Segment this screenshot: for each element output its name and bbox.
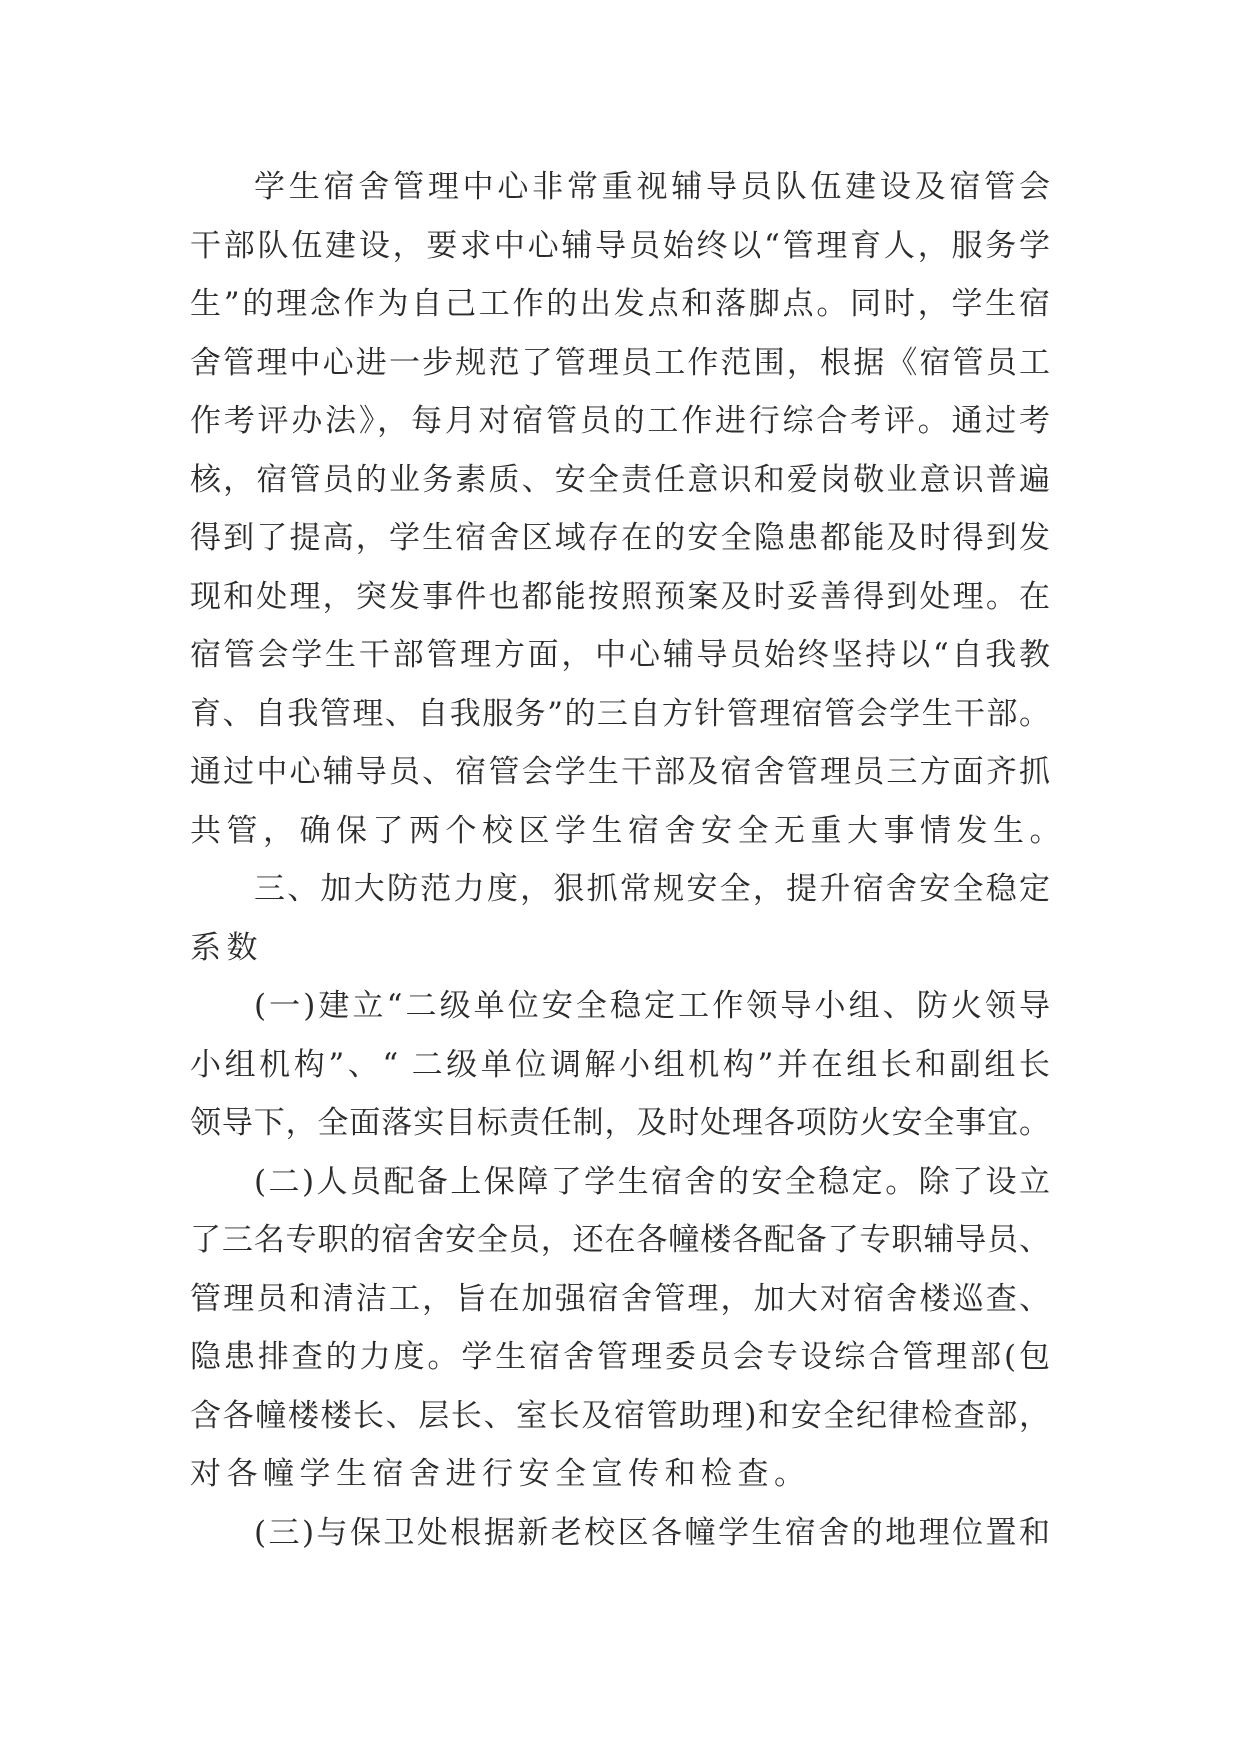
paragraph-line: 了三名专职的宿舍安全员，还在各幢楼各配备了专职辅导员、 xyxy=(190,1222,1050,1258)
section-heading-line: 三、加大防范力度，狠抓常规安全，提升宿舍安全稳定 xyxy=(254,871,1050,907)
paragraph-line: 管理员和清洁工，旨在加强宿舍管理，加大对宿舍楼巡查、 xyxy=(190,1280,1050,1317)
paragraph-line: 含各幢楼楼长、层长、室长及宿管助理)和安全纪律检查部， xyxy=(190,1397,1050,1434)
paragraph-line: 得到了提高，学生宿舍区域存在的安全隐患都能及时得到发 xyxy=(190,520,1050,556)
paragraph-line: 通过中心辅导员、宿管会学生干部及宿舍管理员三方面齐抓 xyxy=(190,754,1050,790)
paragraph-line: 宿管会学生干部管理方面，中心辅导员始终坚持以“自我教 xyxy=(190,637,1050,673)
paragraph-line: 小组机构”、“ 二级单位调解小组机构”并在组长和副组长 xyxy=(190,1046,1050,1083)
section-heading-line: 系数 xyxy=(190,929,263,966)
paragraph-line: 舍管理中心进一步规范了管理员工作范围，根据《宿管员工 xyxy=(190,344,1050,381)
paragraph-line: 共管，确保了两个校区学生宿舍安全无重大事情发生。 xyxy=(190,812,1066,849)
paragraph-line: 领导下，全面落实目标责任制，及时处理各项防火安全事宜。 xyxy=(190,1105,1050,1141)
paragraph-line: 核，宿管员的业务素质、安全责任意识和爱岗敬业意识普遍 xyxy=(190,461,1050,498)
paragraph-line: 现和处理，突发事件也都能按照预案及时妥善得到处理。在 xyxy=(190,578,1050,615)
paragraph-line: 作考评办法》，每月对宿管员的工作进行综合考评。通过考 xyxy=(190,403,1050,439)
paragraph-line: (二)人员配备上保障了学生宿舍的安全稳定。除了设立 xyxy=(254,1163,1050,1200)
paragraph-line: 隐患排查的力度。学生宿舍管理委员会专设综合管理部(包 xyxy=(190,1339,1050,1375)
paragraph-line: 学生宿舍管理中心非常重视辅导员队伍建设及宿管会 xyxy=(254,169,1050,205)
paragraph-line: (三)与保卫处根据新老校区各幢学生宿舍的地理位置和 xyxy=(254,1514,1050,1551)
paragraph-line: 干部队伍建设，要求中心辅导员始终以“管理育人，服务学 xyxy=(190,227,1050,264)
paragraph-line: 生”的理念作为自己工作的出发点和落脚点。同时，学生宿 xyxy=(190,286,1050,322)
document-body xyxy=(190,158,1066,1562)
paragraph-line: (一)建立“二级单位安全稳定工作领导小组、防火领导 xyxy=(254,988,1050,1024)
paragraph-line: 育、自我管理、自我服务”的三自方针管理宿管会学生干部。 xyxy=(190,695,1050,732)
paragraph-line: 对各幢学生宿舍进行安全宣传和检查。 xyxy=(190,1456,811,1492)
